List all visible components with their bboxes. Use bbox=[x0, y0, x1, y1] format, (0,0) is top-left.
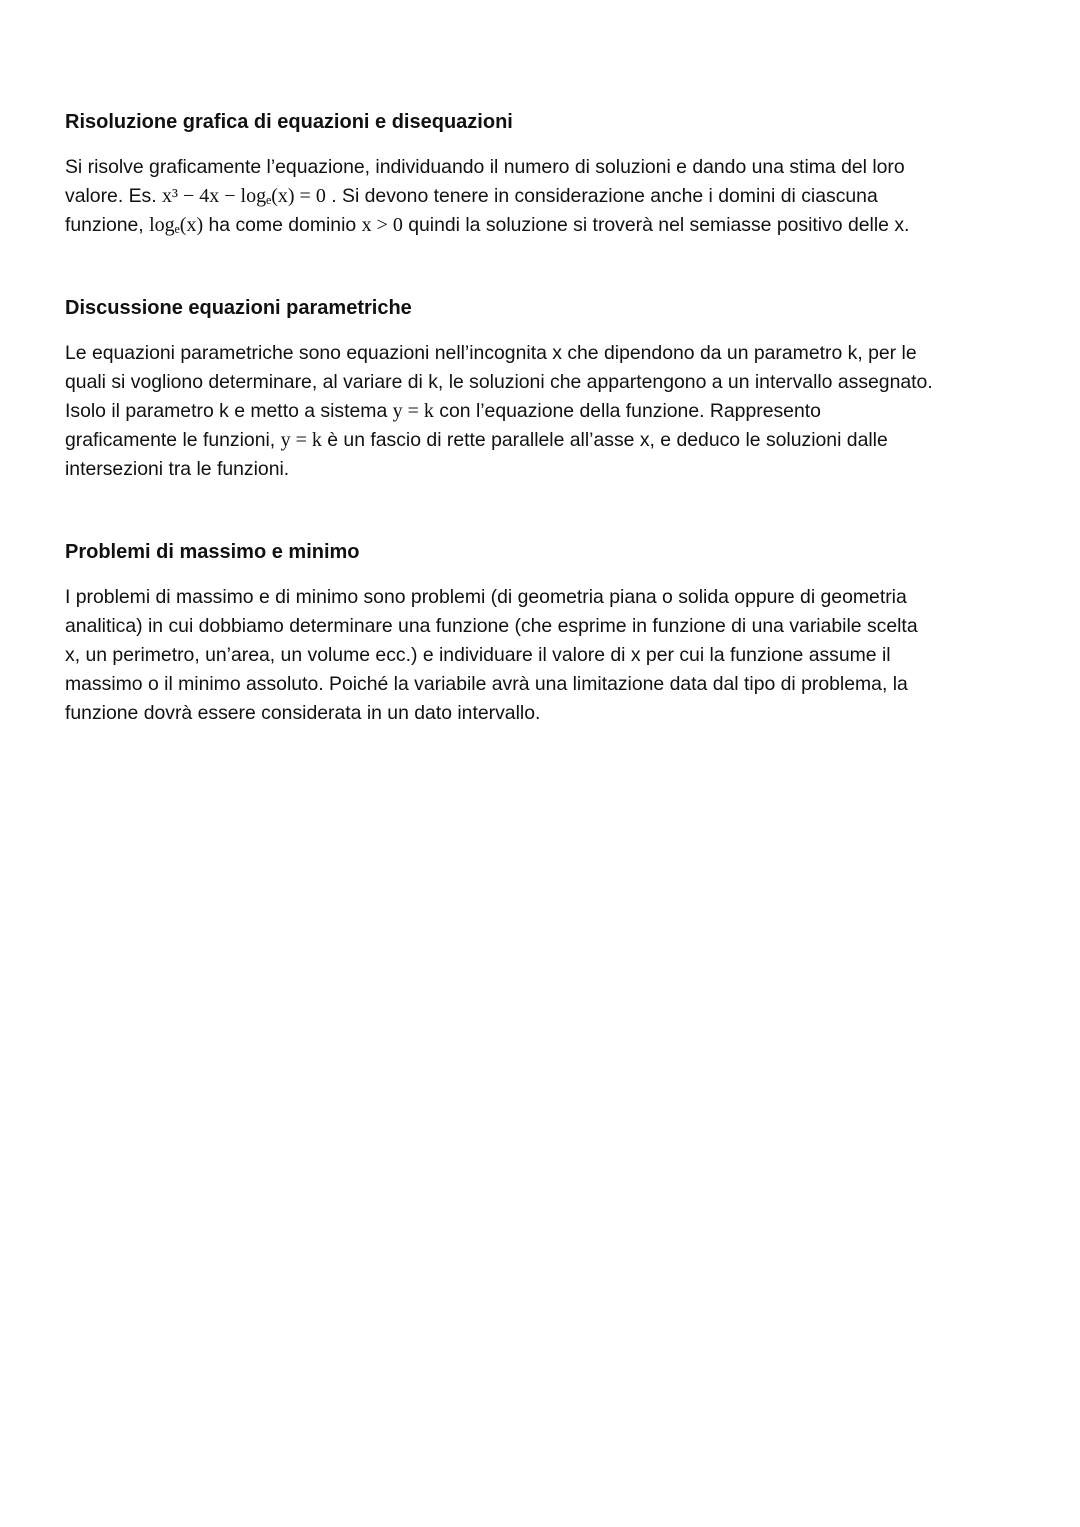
section-paragraph bbox=[65, 339, 1015, 484]
paragraph-line: massimo o il minimo assoluto. Poiché la variabile avrà una limitazione data dal tipo di problema, la bbox=[65, 673, 908, 695]
paragraph-line: funzione dovrà essere considerata in un dato intervallo. bbox=[65, 702, 541, 724]
paragraph-line: graficamente le funzioni, y = k è un fascio di rette parallele all’asse x, e deduco le soluzioni dalle bbox=[65, 429, 888, 451]
paragraph-line: Isolo il parametro k e metto a sistema y = k con l’equazione della funzione. Rappresento bbox=[65, 400, 821, 422]
section-massimo-minimo bbox=[65, 538, 1015, 728]
paragraph-line: funzione, logₑ(x) ha come dominio x > 0 quindi la soluzione si troverà nel semiasse positivo delle x. bbox=[65, 214, 910, 236]
paragraph-line: Si risolve graficamente l’equazione, individuando il numero di soluzioni e dando una stima del loro bbox=[65, 156, 905, 178]
math-domain: x > 0 bbox=[361, 214, 403, 236]
math-equation: x³ − 4x − logₑ(x) = 0 bbox=[162, 185, 326, 207]
section-equazioni-parametriche bbox=[65, 294, 1015, 484]
math-log-function: logₑ(x) bbox=[149, 214, 204, 236]
section-heading: Risoluzione grafica di equazioni e disequazioni bbox=[65, 111, 513, 133]
paragraph-line: analitica) in cui dobbiamo determinare una funzione (che esprime in funzione di una variabile scelta bbox=[65, 615, 918, 637]
section-paragraph bbox=[65, 583, 1015, 728]
paragraph-line: I problemi di massimo e di minimo sono problemi (di geometria piana o solida oppure di geometria bbox=[65, 586, 907, 608]
paragraph-line: valore. Es. x³ − 4x − logₑ(x) = 0 . Si devono tenere in considerazione anche i domini di ciascuna bbox=[65, 185, 878, 207]
section-paragraph bbox=[65, 153, 1015, 240]
math-y-equals-k: y = k bbox=[392, 400, 434, 422]
paragraph-line: x, un perimetro, un’area, un volume ecc.) e individuare il valore di x per cui la funzione assume il bbox=[65, 644, 891, 666]
paragraph-line: intersezioni tra le funzioni. bbox=[65, 458, 290, 480]
paragraph-line: quali si vogliono determinare, al variare di k, le soluzioni che appartengono a un intervallo assegnato. bbox=[65, 371, 933, 393]
math-y-equals-k: y = k bbox=[280, 429, 322, 451]
section-heading: Discussione equazioni parametriche bbox=[65, 297, 412, 319]
paragraph-line: Le equazioni parametriche sono equazioni nell’incognita x che dipendono da un parametro k, per le bbox=[65, 342, 917, 364]
section-risoluzione-grafica bbox=[65, 108, 1015, 240]
section-heading: Problemi di massimo e minimo bbox=[65, 541, 360, 563]
